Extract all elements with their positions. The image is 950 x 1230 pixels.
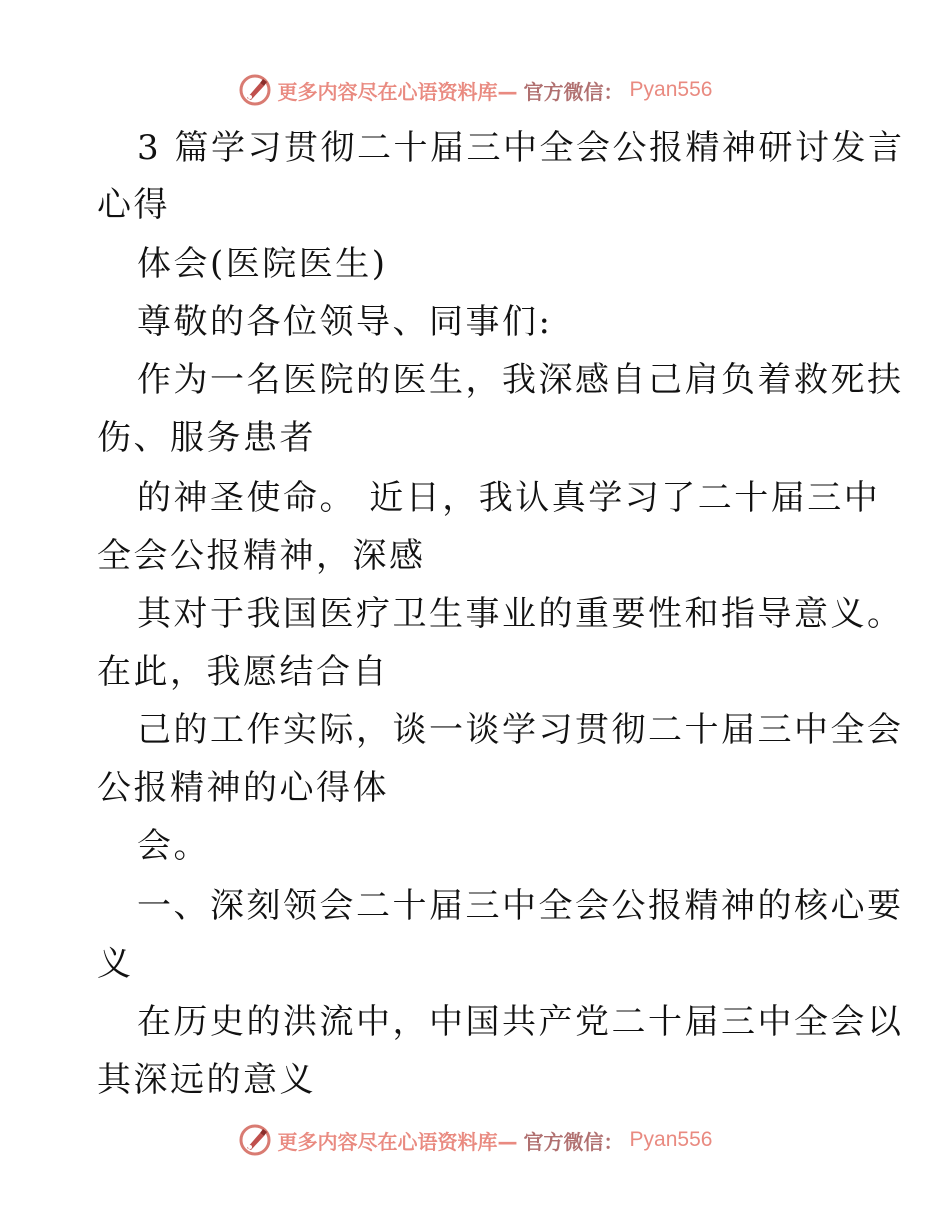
- paragraph-line: 在此，我愿结合自: [97, 652, 389, 692]
- watermark-text: 更多内容尽在心语资料库—: [277, 79, 518, 104]
- watermark-text: 更多内容尽在心语资料库—: [277, 1129, 518, 1154]
- paragraph-line: 己的工作实际，谈一谈学习贯彻二十届三中全会: [137, 710, 904, 750]
- watermark-wechat-id: Pyan556: [629, 78, 713, 101]
- paragraph-line: 会。: [137, 826, 210, 866]
- paragraph-line: 伤、服务患者: [97, 418, 316, 458]
- pen-seal-icon: [238, 73, 272, 107]
- watermark-wechat-id: Pyan556: [629, 1128, 713, 1151]
- watermark-wechat-label: 官方微信：: [523, 1129, 624, 1154]
- salutation: 尊敬的各位领导、同事们:: [137, 302, 553, 342]
- doc-title-line-1: 3 篇学习贯彻二十届三中全会公报精神研讨发言: [137, 128, 905, 168]
- paragraph-line: 作为一名医院的医生，我深感自己肩负着救死扶: [137, 360, 904, 400]
- header-watermark: [0, 70, 950, 110]
- paragraph-line: 其深远的意义: [97, 1060, 316, 1100]
- pen-seal-icon: [238, 1123, 272, 1157]
- section-heading-line-1: 一、深刻领会二十届三中全会公报精神的核心要: [137, 886, 904, 926]
- paragraph-line: 全会公报精神，深感: [97, 536, 426, 576]
- paragraph-line: 其对于我国医疗卫生事业的重要性和指导意义。: [137, 594, 904, 634]
- doc-title-line-3: 体会(医院医生): [137, 244, 388, 284]
- section-heading-line-2: 义: [97, 944, 134, 984]
- paragraph-line: 的神圣使命。 近日，我认真学习了二十届三中: [137, 478, 881, 518]
- paragraph-line: 在历史的洪流中，中国共产党二十届三中全会以: [137, 1002, 904, 1042]
- watermark-wechat-label: 官方微信：: [523, 79, 624, 104]
- doc-title-line-2: 心得: [97, 185, 170, 225]
- paragraph-line: 公报精神的心得体: [97, 768, 389, 808]
- footer-watermark: [0, 1120, 950, 1160]
